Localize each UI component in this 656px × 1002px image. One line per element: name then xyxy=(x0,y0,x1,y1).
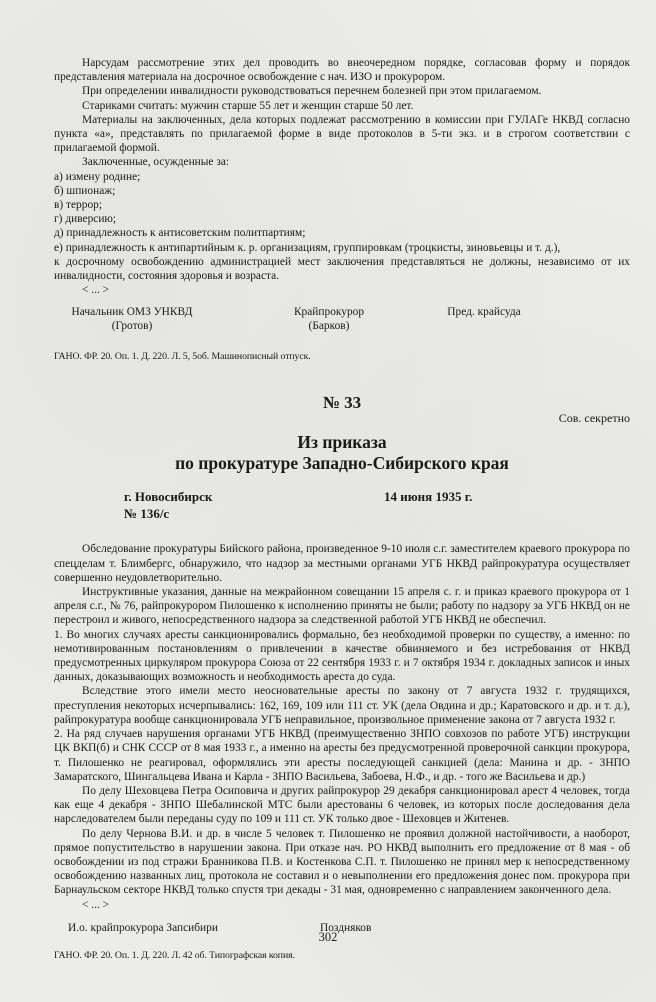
order-paragraph: 1. Во многих случаях аресты санкционировались формально, без необходимой проверки по существу, а именно: по немотивированным постановлениям о привлечении в качестве обвиняемого и без истребования от НКВД предусмотренных циркуляром прокурора Союза от 22 сентября 1933 г. и 7 октября 1934 г. докладных записок и иных данных, доказывающих возможность и необходимость ареста до суда. xyxy=(54,628,630,684)
doc32-signatures xyxy=(54,305,630,339)
page-number: 302 xyxy=(318,930,338,944)
doc32-paragraph-1: Нарсудам рассмотрение этих дел проводить во внеочередном порядке, согласовав форму и порядок представления материала на досрочное освобождение с нач. ИЗО и прокурором. xyxy=(54,57,630,84)
order-paragraph: Вследствие этого имели место неосновательные аресты по закону от 7 августа 1932 г. трудящихся, преступления некоторых исчерпывались: 162, 169, 109 или 111 ст. УК (дела Овдина и др.; Каратовского и др. и т. д.), райпрокуратура вообще санкционировала УГБ неправильное, произвольное применение закона от 7 августа 1932 г. xyxy=(54,685,630,726)
order-paragraph: По делу Шеховцева Петра Осиповича и других райпрокурор 29 декабря санкционировал арест 4 человек, тогда как еще 4 декабря - ЗНПО Шебалинской МТС были арестованы 6 человек, из которых после доследования дела нарследователем были переданы суду по 109 и 111 ст. УК только двое - Шеховцев и Житенев. xyxy=(54,784,630,826)
doc32-paragraph-2: При определении инвалидности руководствоваться перечнем болезней при этом прилагаемом. xyxy=(82,85,542,98)
doc33-ellipsis: < ... > xyxy=(82,898,110,911)
order-place-number xyxy=(124,488,212,522)
order-paragraph: По делу Чернова В.И. и др. в числе 5 человек т. Пилошенко не проявил должной настойчивости, а наоборот, прямое попустительство в нарушении закона. При отказе нач. РО НКВД выполнить его предложение от 8 мая - об освобождении из под стражи Бранникова П.В. и Костенкова С.П. т. Пилошенко не принял мер к непосредственному освобождению названных лиц, протокола не составил и о невыполнении его предложения донес пом. прокурора при Барнаульском секторе НКВД только спустя три декады - 31 мая, одновременно с направлением законченного дела. xyxy=(54,827,630,897)
signature-krai-prosecutor xyxy=(274,305,384,333)
doc32-paragraph-6: к досрочному освобождению администрацией мест заключения представляться не должны, независимо от их инвалидности, состояния здоровья и возраста. xyxy=(54,255,630,283)
doc33-source-note: ГАНО. ФР. 20. Оп. 1. Д. 220. Л. 42 об. Типографская копия. xyxy=(54,949,295,961)
signature-title: И.о. крайпрокурора Запсибири xyxy=(68,921,218,934)
order-city: г. Новосибирск xyxy=(124,489,213,505)
doc32-ellipsis: < ... > xyxy=(82,284,110,297)
document-number: № 33 xyxy=(322,393,362,413)
offense-item: а) измену родине; xyxy=(54,170,141,183)
order-number: № 136/с xyxy=(124,506,170,522)
signature-name: (Гротов) xyxy=(111,320,153,333)
signature-title: Пред. крайсуда xyxy=(447,306,521,319)
order-paragraph: 2. На ряд случаев нарушения органами УГБ НКВД (преимущественно ЗНПО совхозов по работе УГБ) инструкции ЦК ВКП(б) и СНК СССР от 8 мая 1933 г., а именно на аресты без предусмотренной проверочной санкции прокурора, т. Пилошенко не реагировал, оформлялись эти аресты последующей санкцией (дела: Манина и др. - ЗНПО Замаратского, Шингальцева Ивана и Карла - ЗНПО Васильева, Забоева, Н.Ф., и др. - того же Васильева и др.) xyxy=(54,728,630,783)
order-paragraph: Инструктивные указания, данные на межрайонном совещании 15 апреля с. г. и приказ краевого прокурора от 1 апреля с.г., № 76, райпрокурором Пилошенко к исполнению приняты не были; работу по надзору за УГБ НКВД он не перестроил и живого, непосредственного надзора за следственной работой УГБ НКВД не обеспечил. xyxy=(54,586,630,627)
offense-item: г) диверсию; xyxy=(54,213,117,226)
secrecy-stamp: Сов. секретно xyxy=(558,411,630,426)
offense-list xyxy=(54,170,630,255)
order-paragraph: Обследование прокуратуры Бийского района, произведенное 9-10 июля с.г. заместителем краевого прокурора по спецделам т. Блимбергс, обнаружило, что надзор за местными органами УГБ НКВД райпрокуратура осуществляет совершенно неудовлетворительно. xyxy=(54,543,630,584)
signature-title: Крайпрокурор xyxy=(293,306,365,319)
signature-krai-court-chair xyxy=(424,305,544,319)
order-body xyxy=(54,542,630,897)
offense-item: е) принадлежность к антипартийным к. р. организациям, группировкам (троцкисты, зиновьевцы и т. д.), xyxy=(54,241,561,254)
document-title: Из приказа xyxy=(297,432,387,453)
order-meta xyxy=(54,488,630,528)
order-date: 14 июня 1935 г. xyxy=(384,489,473,505)
signature-name: Поздняков xyxy=(320,921,372,934)
offense-item: в) террор; xyxy=(54,199,102,212)
signature-title: Начальник ОМЗ УНКВД xyxy=(71,306,193,319)
signature-name: (Барков) xyxy=(308,320,350,333)
doc32-paragraph-4: Материалы на заключенных, дела которых подлежат рассмотрению в комиссии при ГУЛАГе НКВД согласно пункта «а», представлять по прилагаемой форме в виде протоколов в 5-ти экз. и в строгом соответствии с прилагаемой формой. xyxy=(54,113,630,155)
offense-item: д) принадлежность к антисоветским политпартиям; xyxy=(54,227,306,240)
document-subtitle: по прокуратуре Западно-Сибирского края xyxy=(175,453,509,474)
doc32-paragraph-3: Стариками считать: мужчин старше 55 лет и женщин старше 50 лет. xyxy=(82,99,414,112)
offense-item: б) шпионаж; xyxy=(54,184,116,197)
doc32-source-note: ГАНО. ФР. 20. Оп. 1. Д. 220. Л. 5, 5об. Машинописный отпуск. xyxy=(54,351,311,363)
doc32-paragraph-5: Заключенные, осужденные за: xyxy=(82,156,230,169)
signature-omz-head xyxy=(54,305,210,333)
